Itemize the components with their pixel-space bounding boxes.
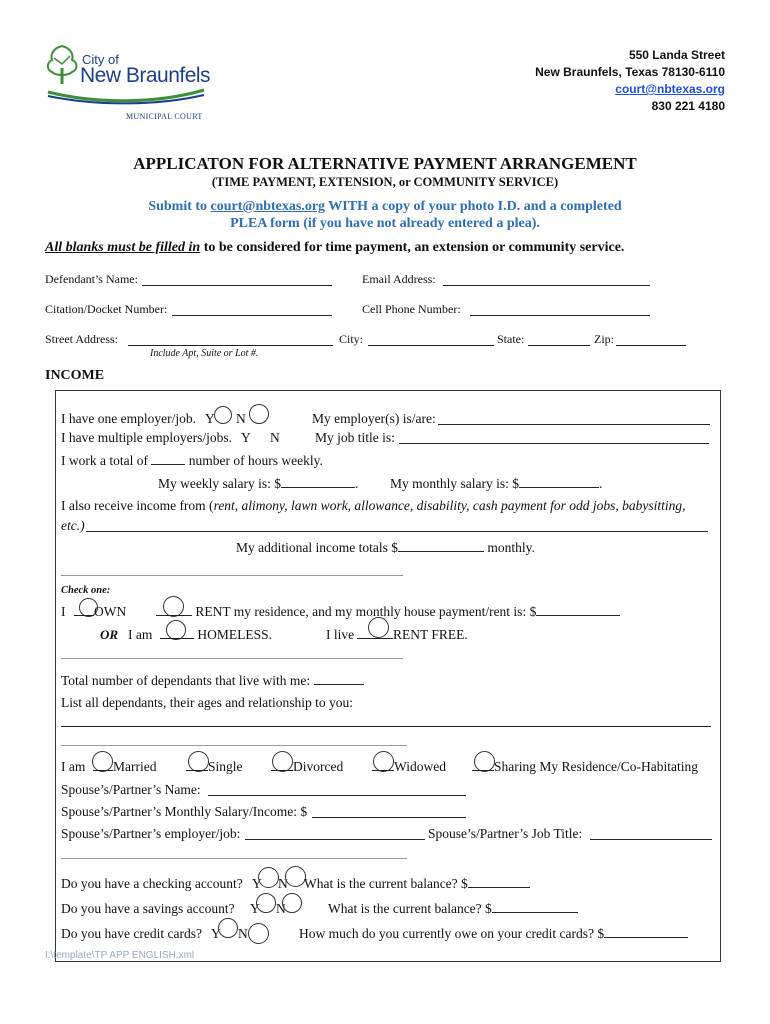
multi-employers-label: I have multiple employers/jobs. [61, 430, 232, 445]
own-text: OWN [94, 604, 127, 619]
savings-yes: Y [250, 901, 260, 916]
rent-text: RENT my residence, and my monthly house payment/rent is: $ [195, 604, 537, 619]
hours-field[interactable] [151, 453, 185, 465]
spouse-name-label: Spouse’s/Partner’s Name: [61, 782, 201, 797]
also-line2: etc.) [61, 518, 85, 533]
monthly-salary-field[interactable] [519, 476, 599, 488]
also-pre: I also receive income from ( [61, 498, 214, 513]
income-heading: INCOME [45, 368, 105, 383]
form-title: APPLICATON FOR ALTERNATIVE PAYMENT ARRANGEMENT [133, 154, 637, 173]
dependants-total-label: Total number of dependants that live with me: [61, 673, 311, 688]
address-email-link[interactable]: court@nbtexas.org [615, 82, 725, 96]
email-label: Email Address: [362, 272, 436, 286]
savings-no: N [276, 901, 286, 916]
rent-free-text: RENT FREE. [393, 627, 468, 642]
dependants-list-field[interactable] [61, 726, 711, 727]
job-title-label: My job title is: [315, 430, 395, 445]
own-label [74, 604, 126, 620]
submit-prefix: Submit to [148, 199, 211, 214]
credit-yes-radio[interactable] [218, 918, 238, 938]
i-am-label: I am [128, 627, 153, 642]
employers-are-label: My employer(s) is/are: [312, 411, 436, 426]
single-label [186, 759, 243, 775]
dependants-list-label: List all dependants, their ages and relationship to you: [61, 695, 354, 710]
rent-label [156, 604, 620, 620]
spouse-title-label: Spouse’s/Partner’s Job Title: [428, 826, 583, 841]
one-employer-no: N [236, 411, 246, 426]
spouse-income-label: Spouse’s/Partner’s Monthly Salary/Income: $ [61, 804, 308, 819]
submit-email-link[interactable]: court@nbtexas.org [210, 199, 326, 214]
sharing-label [472, 759, 698, 775]
state-label: State: [497, 332, 525, 346]
additional-post: monthly. [487, 540, 535, 555]
also-italic: rent, alimony, lawn work, allowance, disability, cash payment for odd jobs, babysitting, [213, 498, 686, 513]
cell-label: Cell Phone Number: [362, 302, 461, 316]
one-employer-yes-radio[interactable] [214, 406, 232, 424]
divider-4 [61, 858, 407, 859]
credit-owe-field[interactable] [604, 926, 688, 938]
savings-no-radio[interactable] [282, 893, 302, 913]
multi-employers-no: N [270, 430, 280, 445]
homeless-label [160, 627, 272, 643]
address-street: 550 Landa Street [628, 48, 725, 62]
logo-name: New Braunfels [80, 64, 211, 87]
monthly-salary: My monthly salary is: $ . [390, 476, 603, 491]
i-live-label: I live [326, 627, 355, 642]
one-employer-label: I have one employer/job. [61, 411, 196, 426]
submit-line-2: PLEA form (if you have not already entered a plea). [230, 216, 540, 231]
spouse-employer-label: Spouse’s/Partner’s employer/job: [61, 826, 241, 841]
form-subtitle: (TIME PAYMENT, EXTENSION, or COMMUNITY SERVICE) [211, 175, 559, 189]
job-title-field[interactable] [399, 443, 709, 444]
street-label: Street Address: [45, 332, 118, 346]
single-text: Single [208, 759, 243, 774]
spouse-title-field[interactable] [590, 839, 712, 840]
or-label: OR [100, 627, 119, 642]
citation-label: Citation/Docket Number: [45, 302, 168, 316]
married-text: Married [113, 759, 157, 774]
spouse-employer-field[interactable] [245, 839, 425, 840]
credit-yes: Y [211, 926, 221, 941]
savings-yes-radio[interactable] [256, 893, 276, 913]
checking-balance [304, 876, 530, 892]
additional-income [236, 540, 535, 556]
logo-city-of: City of [82, 52, 119, 67]
logo-swoosh [46, 86, 206, 106]
notice [45, 240, 624, 256]
state-field[interactable] [528, 345, 590, 346]
checking-yes: Y [252, 876, 262, 891]
email-field[interactable] [443, 285, 650, 286]
also-field[interactable] [86, 531, 708, 532]
defendant-label: Defendant’s Name: [45, 272, 138, 286]
weekly-salary-field[interactable] [281, 476, 355, 488]
zip-label: Zip: [594, 332, 614, 346]
checking-balance-field[interactable] [468, 876, 530, 888]
checking-no: N [278, 876, 288, 891]
additional-field[interactable] [398, 540, 484, 552]
dependants-total [61, 673, 364, 689]
logo-sub: MUNICIPAL COURT [126, 112, 203, 121]
weekly-salary-label: My weekly salary is: $ [158, 476, 281, 491]
one-employer-yes: Y [205, 411, 215, 426]
sharing-text: Sharing My Residence/Co-Habitating [494, 759, 698, 774]
marital-i-am: I am [61, 759, 86, 774]
savings-balance-label: What is the current balance? $ [328, 901, 492, 916]
housing-i: I [61, 604, 66, 619]
citation-field[interactable] [172, 315, 332, 316]
savings-balance [328, 901, 578, 917]
footer-path: I:\template\TP APP ENGLISH.xml [45, 950, 195, 961]
address-phone: 830 221 4180 [651, 99, 725, 113]
check-one-label: Check one: [61, 585, 111, 596]
rent-free-label [357, 627, 468, 643]
notice-emph: All blanks must be filled in [45, 240, 201, 255]
spouse-name-field[interactable] [208, 795, 466, 796]
hours-post: number of hours weekly. [188, 453, 323, 468]
checking-balance-label: What is the current balance? $ [304, 876, 468, 891]
checking-no-radio[interactable] [285, 866, 306, 887]
checking-label: Do you have a checking account? [61, 876, 243, 891]
street-hint: Include Apt, Suite or Lot #. [150, 348, 259, 359]
street-field[interactable] [128, 345, 333, 346]
weekly-salary: My weekly salary is: $ . [158, 476, 359, 491]
homeless-text: HOMELESS. [197, 627, 273, 642]
address-city: New Braunfels, Texas 78130-6110 [535, 65, 725, 79]
hours-label [61, 453, 323, 469]
cell-field[interactable] [470, 315, 650, 316]
credit-label: Do you have credit cards? [61, 926, 202, 941]
spouse-income-field[interactable] [312, 817, 466, 818]
widowed-text: Widowed [394, 759, 446, 774]
rent-amount-field[interactable] [536, 604, 620, 616]
divorced-label [271, 759, 343, 775]
additional-pre: My additional income totals $ [236, 540, 398, 555]
one-employer-no-radio[interactable] [249, 404, 269, 424]
dependants-total-field[interactable] [314, 673, 364, 685]
credit-owe [299, 926, 688, 942]
defendant-field[interactable] [142, 285, 332, 286]
savings-label: Do you have a savings account? [61, 901, 235, 916]
savings-balance-field[interactable] [492, 901, 578, 913]
credit-no-radio[interactable] [248, 923, 269, 944]
notice-rest: to be considered for time payment, an extension or community service. [200, 240, 625, 255]
tree-logo-icon [42, 44, 82, 88]
divorced-text: Divorced [293, 759, 344, 774]
also-receive [61, 498, 686, 514]
widowed-label [372, 759, 446, 775]
credit-no: N [238, 926, 248, 941]
multi-employers-yes: Y [241, 430, 251, 445]
employers-are-field[interactable] [438, 424, 710, 425]
credit-owe-label: How much do you currently owe on your credit cards? $ [299, 926, 605, 941]
submit-suffix: WITH a copy of your photo I.D. and a completed [325, 199, 622, 214]
hours-pre: I work a total of [61, 453, 148, 468]
married-label [93, 759, 156, 775]
logo [42, 42, 212, 124]
monthly-salary-label: My monthly salary is: $ [390, 476, 519, 491]
submit-line-1 [0, 199, 770, 215]
divider-1 [61, 575, 403, 576]
city-label: City: [339, 332, 364, 346]
divider-2 [61, 658, 403, 659]
divider-3 [61, 745, 407, 746]
checking-yes-radio[interactable] [258, 867, 279, 888]
city-field[interactable] [368, 345, 494, 346]
zip-field[interactable] [616, 345, 686, 346]
